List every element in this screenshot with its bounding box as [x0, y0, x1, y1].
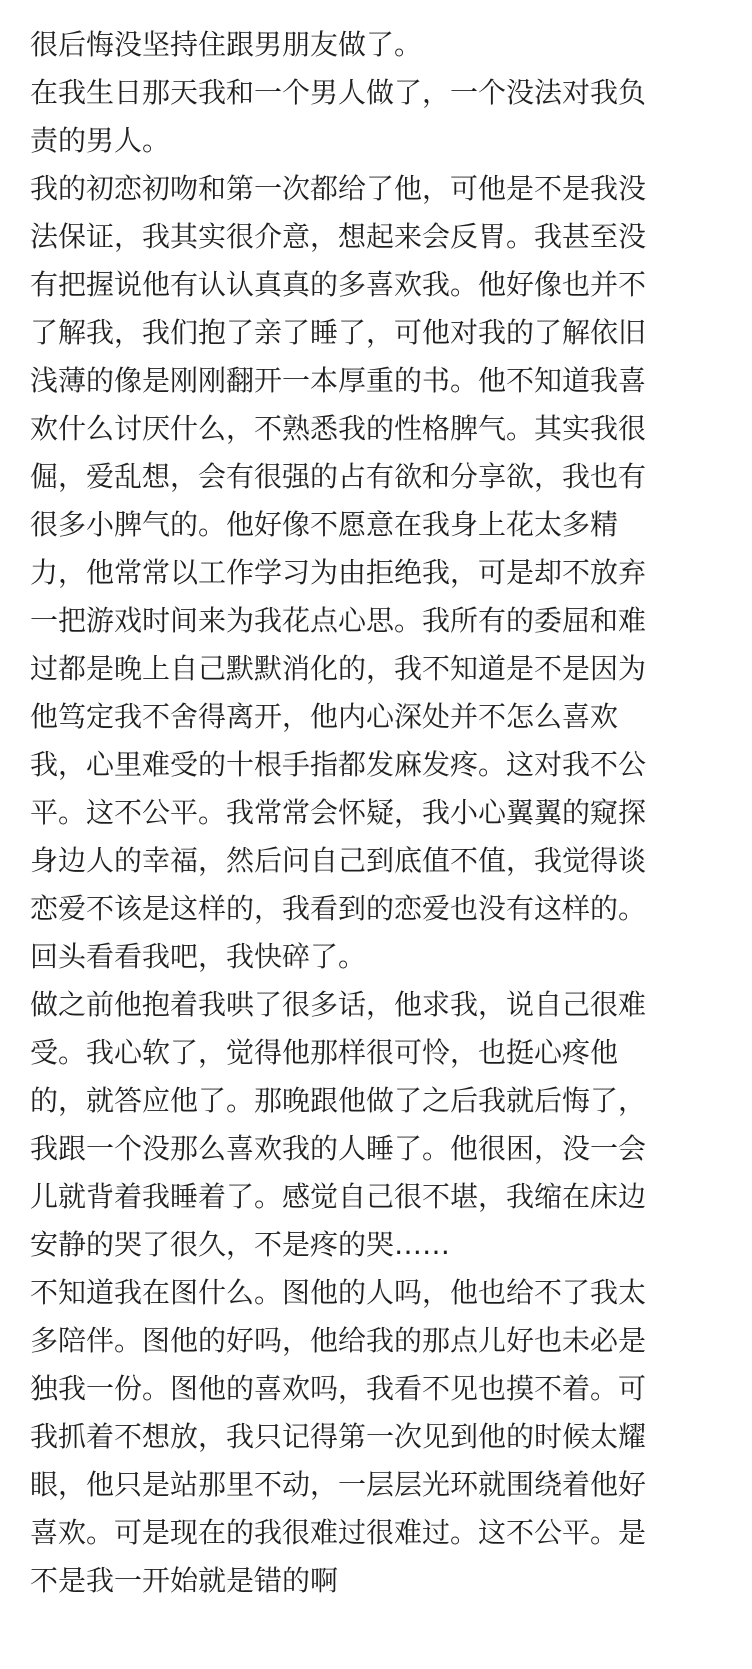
- text-line: 在我生日那天我和一个男人做了，一个没法对我负: [30, 76, 647, 109]
- text-line: 责的男人。: [30, 124, 171, 157]
- text-line: 我抓着不想放，我只记得第一次见到他的时候太耀: [30, 1420, 647, 1453]
- text-line: 安静的哭了很久，不是疼的哭……: [30, 1228, 451, 1261]
- text-line: 独我一份。图他的喜欢吗，我看不见也摸不着。可: [30, 1372, 647, 1405]
- text-line: 身边人的幸福，然后问自己到底值不值，我觉得谈: [30, 844, 647, 877]
- text-line: 喜欢。可是现在的我很难过很难过。这不公平。是: [30, 1516, 647, 1549]
- text-line: 平。这不公平。我常常会怀疑，我小心翼翼的窥探: [30, 796, 647, 829]
- text-line: 我，心里难受的十根手指都发麻发疼。这对我不公: [30, 748, 647, 781]
- text-line: 不是我一开始就是错的啊: [30, 1564, 339, 1597]
- text-line: 我的初恋初吻和第一次都给了他，可他是不是我没: [30, 172, 647, 205]
- text-line: 欢什么讨厌什么，不熟悉我的性格脾气。其实我很: [30, 412, 647, 445]
- text-line: 受。我心软了，觉得他那样很可怜，也挺心疼他: [30, 1036, 619, 1069]
- text-line: 多陪伴。图他的好吗，他给我的那点儿好也未必是: [30, 1324, 647, 1357]
- text-line: 了解我，我们抱了亲了睡了，可他对我的了解依旧: [30, 316, 647, 349]
- text-line: 浅薄的像是刚刚翻开一本厚重的书。他不知道我喜: [30, 364, 647, 397]
- text-line: 儿就背着我睡着了。感觉自己很不堪，我缩在床边: [30, 1180, 647, 1213]
- text-line: 很后悔没坚持住跟男朋友做了。: [30, 28, 423, 61]
- post-text: [30, 0, 730, 1605]
- text-line: 有把握说他有认认真真的多喜欢我。他好像也并不: [30, 268, 647, 301]
- text-line: 恋爱不该是这样的，我看到的恋爱也没有这样的。: [30, 892, 647, 925]
- text-line: 眼，他只是站那里不动，一层层光环就围绕着他好: [30, 1468, 647, 1501]
- text-line: 力，他常常以工作学习为由拒绝我，可是却不放弃: [30, 556, 647, 589]
- text-line: 的，就答应他了。那晚跟他做了之后我就后悔了，: [30, 1084, 647, 1117]
- text-line: 法保证，我其实很介意，想起来会反胃。我甚至没: [30, 220, 647, 253]
- text-line: 我跟一个没那么喜欢我的人睡了。他很困，没一会: [30, 1132, 647, 1165]
- text-line: 做之前他抱着我哄了很多话，他求我，说自己很难: [30, 988, 647, 1021]
- text-line: 回头看看我吧，我快碎了。: [30, 940, 367, 973]
- text-line: 过都是晚上自己默默消化的，我不知道是不是因为: [30, 652, 647, 685]
- text-line: 不知道我在图什么。图他的人吗，他也给不了我太: [30, 1276, 647, 1309]
- text-line: 倔，爱乱想，会有很强的占有欲和分享欲，我也有: [30, 460, 647, 493]
- text-line: 他笃定我不舍得离开，他内心深处并不怎么喜欢: [30, 700, 619, 733]
- text-line: 很多小脾气的。他好像不愿意在我身上花太多精: [30, 508, 619, 541]
- text-line: 一把游戏时间来为我花点心思。我所有的委屈和难: [30, 604, 647, 637]
